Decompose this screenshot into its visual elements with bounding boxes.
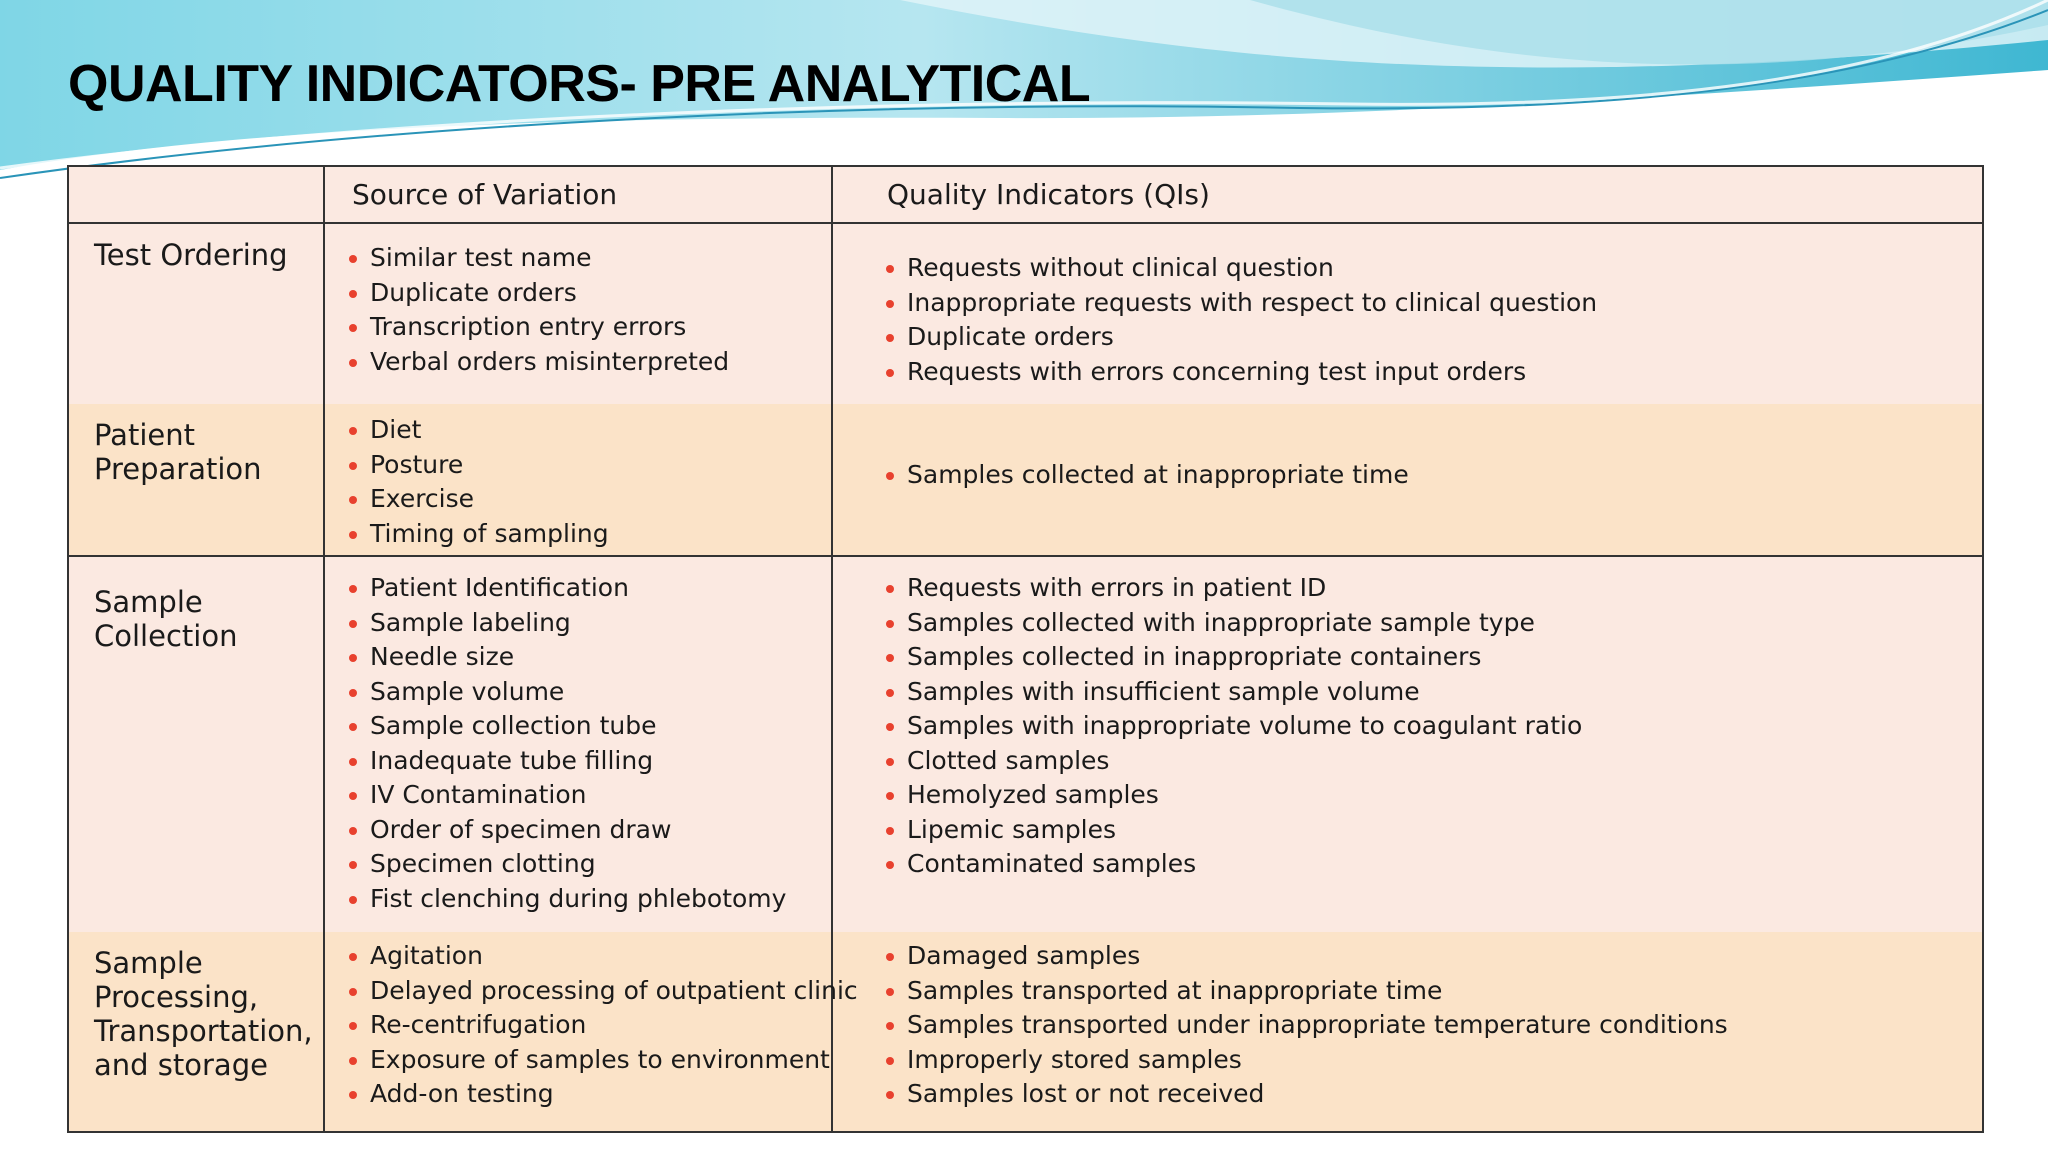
list-item: Inappropriate requests with respect to clinical question — [833, 286, 1982, 321]
list-item: Exposure of samples to environment — [325, 1043, 831, 1078]
list-item: Samples with inappropriate volume to coagulant ratio — [833, 709, 1982, 744]
indicators-cell — [832, 404, 1983, 556]
header-cell-quality-indicators: Quality Indicators (QIs) — [832, 166, 1983, 223]
list-item: Sample volume — [325, 675, 831, 710]
list-item: Samples transported at inappropriate time — [833, 974, 1982, 1009]
list-item: Requests without clinical question — [833, 251, 1982, 286]
list-item: Damaged samples — [833, 939, 1982, 974]
list-item: Diet — [325, 413, 831, 448]
list-item: Posture — [325, 448, 831, 483]
category-cell: Sample Processing, Transportation, and storage — [68, 932, 324, 1132]
list-item: Contaminated samples — [833, 847, 1982, 882]
table-row-test-ordering — [68, 223, 1983, 404]
list-item: Fist clenching during phlebotomy — [325, 882, 831, 917]
list-item: Samples lost or not received — [833, 1077, 1982, 1112]
list-item: Exercise — [325, 482, 831, 517]
list-item: Samples collected at inappropriate time — [833, 458, 1982, 493]
list-item: Lipemic samples — [833, 813, 1982, 848]
list-item: Samples with insufficient sample volume — [833, 675, 1982, 710]
sources-list — [325, 939, 858, 1112]
sources-cell — [324, 932, 858, 1132]
list-item: Samples collected in inappropriate containers — [833, 640, 1982, 675]
list-item: IV Contamination — [325, 778, 831, 813]
list-item: Sample collection tube — [325, 709, 831, 744]
category-cell: Sample Collection — [68, 556, 324, 932]
list-item: Clotted samples — [833, 744, 1982, 779]
sources-cell — [324, 556, 832, 932]
list-item: Duplicate orders — [325, 276, 831, 311]
table-row-patient-preparation — [68, 404, 1983, 556]
list-item: Hemolyzed samples — [833, 778, 1982, 813]
table-header-row — [68, 166, 1983, 223]
list-item: Specimen clotting — [325, 847, 831, 882]
list-item: Inadequate tube filling — [325, 744, 831, 779]
sources-list — [325, 413, 831, 551]
table-row-sample-collection — [68, 556, 1983, 932]
indicators-list — [833, 571, 1982, 882]
list-item: Samples transported under inappropriate temperature conditions — [833, 1008, 1982, 1043]
list-item: Requests with errors in patient ID — [833, 571, 1982, 606]
indicators-list — [833, 251, 1982, 389]
list-item: Needle size — [325, 640, 831, 675]
list-item: Similar test name — [325, 241, 831, 276]
sources-cell — [324, 223, 832, 404]
header-cell-source-of-variation: Source of Variation — [324, 166, 832, 223]
sources-list — [325, 571, 831, 916]
list-item: Patient Identification — [325, 571, 831, 606]
list-item: Timing of sampling — [325, 517, 831, 552]
category-cell: Patient Preparation — [68, 404, 324, 556]
list-item: Verbal orders misinterpreted — [325, 345, 831, 380]
list-item: Requests with errors concerning test input orders — [833, 355, 1982, 390]
indicators-list — [833, 939, 1982, 1112]
list-item: Improperly stored samples — [833, 1043, 1982, 1078]
indicators-cell — [832, 932, 1983, 1132]
list-item: Transcription entry errors — [325, 310, 831, 345]
sources-cell — [324, 404, 832, 556]
list-item: Re-centrifugation — [325, 1008, 831, 1043]
slide-title: QUALITY INDICATORS- PRE ANALYTICAL — [68, 55, 1091, 113]
indicators-cell — [832, 556, 1983, 932]
list-item: Add-on testing — [325, 1077, 831, 1112]
list-item: Agitation — [325, 939, 831, 974]
list-item: Samples collected with inappropriate sample type — [833, 606, 1982, 641]
list-item: Order of specimen draw — [325, 813, 831, 848]
header-cell-category — [68, 166, 324, 223]
indicators-cell — [832, 223, 1983, 404]
list-item: Sample labeling — [325, 606, 831, 641]
quality-indicators-table — [67, 165, 1984, 1133]
list-item: Delayed processing of outpatient clinic — [325, 974, 831, 1009]
category-cell: Test Ordering — [68, 223, 324, 404]
list-item: Duplicate orders — [833, 320, 1982, 355]
sources-list — [325, 241, 831, 379]
indicators-list — [833, 458, 1982, 493]
table-row-sample-processing — [68, 932, 1983, 1132]
